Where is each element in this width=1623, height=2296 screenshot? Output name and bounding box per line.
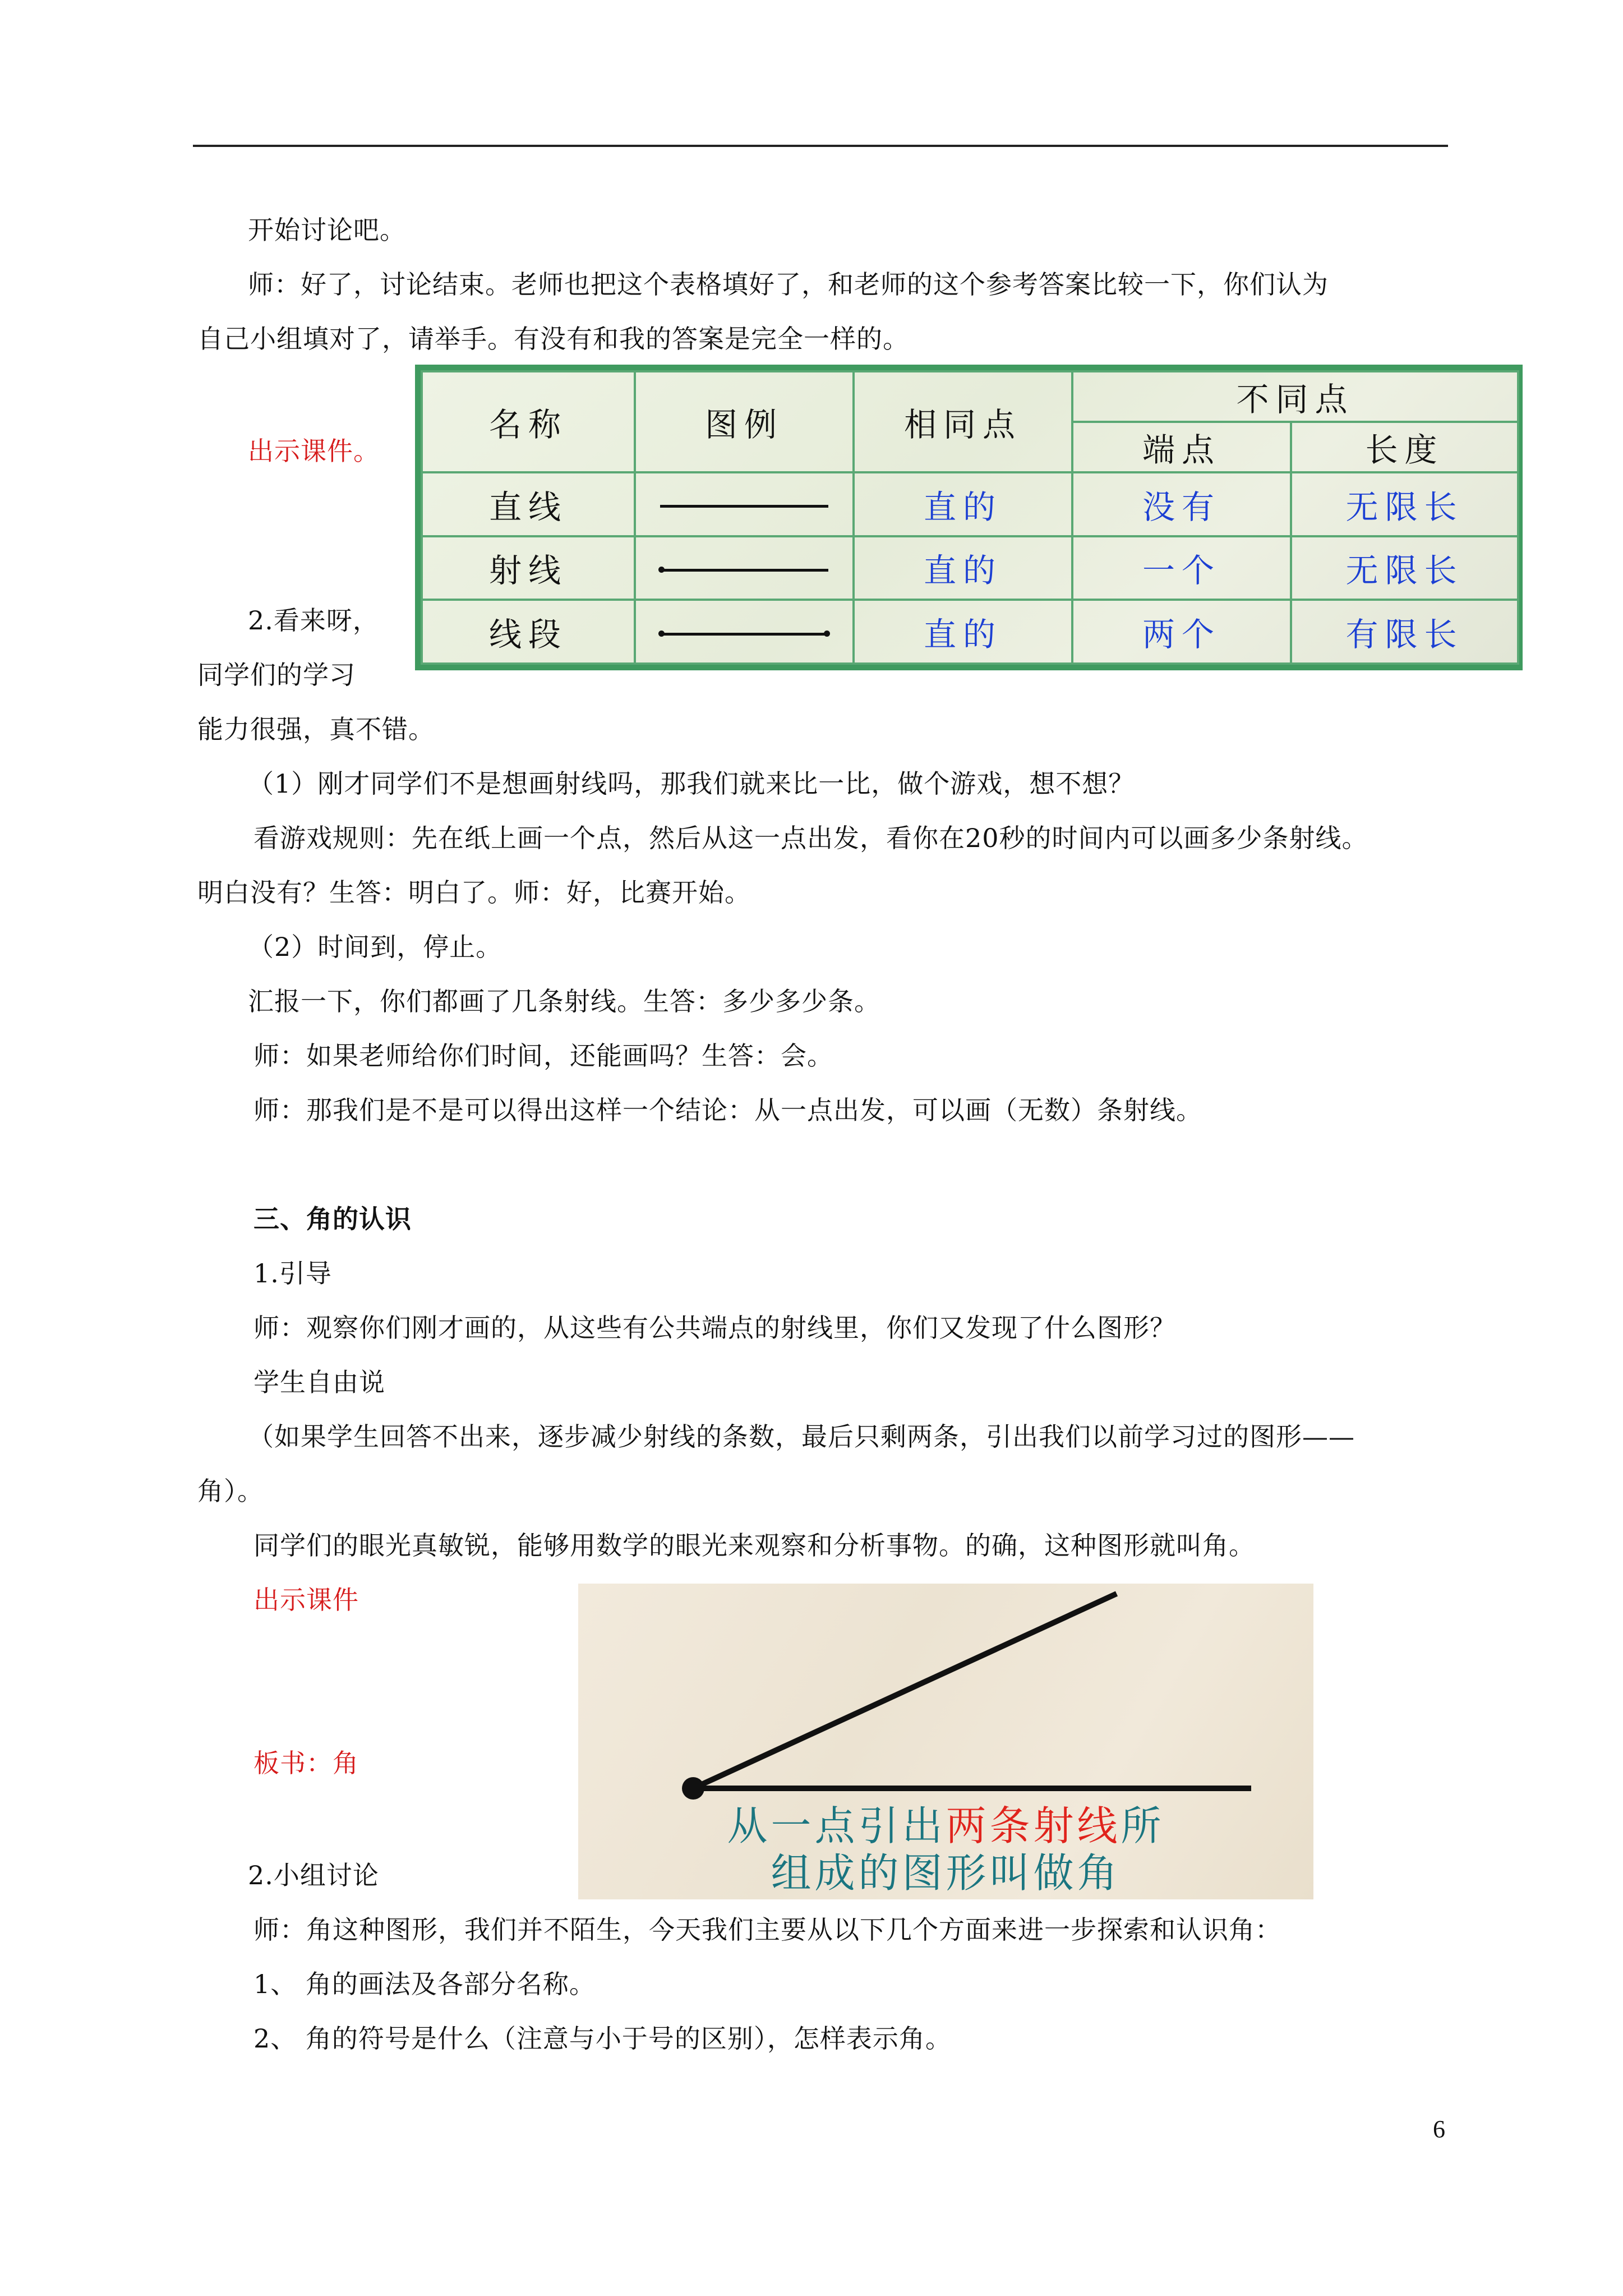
paragraph: （2）时间到，停止。 — [248, 932, 502, 962]
angle-ray-upper — [693, 1594, 1117, 1788]
paragraph: 1.引导 — [253, 1258, 332, 1289]
header-name: 名称 — [422, 371, 635, 472]
angle-vertex — [682, 1777, 704, 1800]
paragraph: （如果学生回答不出来，逐步减少射线的条数，最后只剩两条，引出我们以前学习过的图形—— — [248, 1421, 1355, 1452]
list-item: 2、 角的符号是什么（注意与小于号的区别），怎样表示角。 — [253, 2023, 952, 2054]
paragraph: 2.看来呀， — [248, 605, 379, 636]
paragraph: 自己小组填对了，请举手。有没有和我的答案是完全一样的。 — [197, 324, 909, 354]
row-length: 无限长 — [1291, 472, 1518, 536]
header-same: 相同点 — [854, 371, 1072, 472]
comparison-table-image — [415, 365, 1523, 670]
row-same: 直的 — [854, 536, 1072, 600]
paragraph: 师：观察你们刚才画的，从这些有公共端点的射线里，你们又发现了什么图形？ — [253, 1313, 1176, 1343]
paragraph: 学生自由说 — [253, 1367, 385, 1397]
row-length: 无限长 — [1291, 536, 1518, 600]
list-item: 1、 角的画法及各部分名称。 — [253, 1969, 596, 1999]
courseware-note: 出示课件 — [253, 1585, 359, 1615]
angle-courseware-image — [578, 1584, 1313, 1899]
header-length: 长度 — [1291, 422, 1518, 472]
paragraph: 同学们的眼光真敏锐，能够用数学的眼光来观察和分析事物。的确，这种图形就叫角。 — [253, 1530, 1255, 1561]
courseware-note: 出示课件。 — [248, 436, 380, 466]
header-diff: 不同点 — [1072, 371, 1518, 422]
paragraph: （1）刚才同学们不是想画射线吗，那我们就来比一比，做个游戏，想不想？ — [248, 769, 1135, 799]
paragraph: 看游戏规则：先在纸上画一个点，然后从这一点出发，看你在20秒的时间内可以画多少条射线。 — [253, 823, 1368, 853]
row-name: 线段 — [422, 600, 635, 664]
paragraph: 角）。 — [197, 1476, 264, 1506]
header-endpoint: 端点 — [1072, 422, 1291, 472]
paragraph: 师：如果老师给你们时间，还能画吗？生答：会。 — [253, 1041, 833, 1071]
segment-figure — [635, 600, 854, 664]
header-figure: 图例 — [635, 371, 854, 472]
ray-icon — [660, 569, 828, 572]
section-heading: 三、角的认识 — [253, 1204, 412, 1234]
board-note: 板书：角 — [253, 1748, 359, 1778]
row-same: 直的 — [854, 600, 1072, 664]
segment-icon — [660, 633, 828, 636]
paragraph: 同学们的学习 — [197, 660, 356, 690]
straight-line-icon — [660, 505, 828, 508]
angle-caption-line2: 组成的图形叫做角 — [771, 1849, 1121, 1897]
line-figure — [635, 472, 854, 536]
paragraph: 2.小组讨论 — [248, 1860, 379, 1890]
header-rule — [193, 145, 1448, 147]
row-name: 直线 — [422, 472, 635, 536]
paragraph: 汇报一下，你们都画了几条射线。生答：多少多少条。 — [248, 986, 880, 1016]
row-name: 射线 — [422, 536, 635, 600]
row-endpoint: 两个 — [1072, 600, 1291, 664]
row-endpoint: 没有 — [1072, 472, 1291, 536]
page-number: 6 — [1433, 2115, 1445, 2143]
paragraph: 师：那我们是不是可以得出这样一个结论：从一点出发，可以画（无数）条射线。 — [253, 1095, 1202, 1125]
paragraph: 开始讨论吧。 — [248, 215, 406, 245]
paragraph: 能力很强，真不错。 — [197, 714, 435, 744]
paragraph: 明白没有？生答：明白了。师：好，比赛开始。 — [197, 877, 751, 908]
ray-figure — [635, 536, 854, 600]
paragraph: 师：角这种图形，我们并不陌生，今天我们主要从以下几个方面来进一步探索和认识角： — [253, 1915, 1281, 1945]
row-same: 直的 — [854, 472, 1072, 536]
angle-caption-line1: 从一点引出两条射线所 — [727, 1802, 1165, 1849]
row-length: 有限长 — [1291, 600, 1518, 664]
paragraph: 师：好了，讨论结束。老师也把这个表格填好了，和老师的这个参考答案比较一下，你们认为 — [248, 269, 1329, 300]
comparison-table — [421, 370, 1519, 665]
row-endpoint: 一个 — [1072, 536, 1291, 600]
